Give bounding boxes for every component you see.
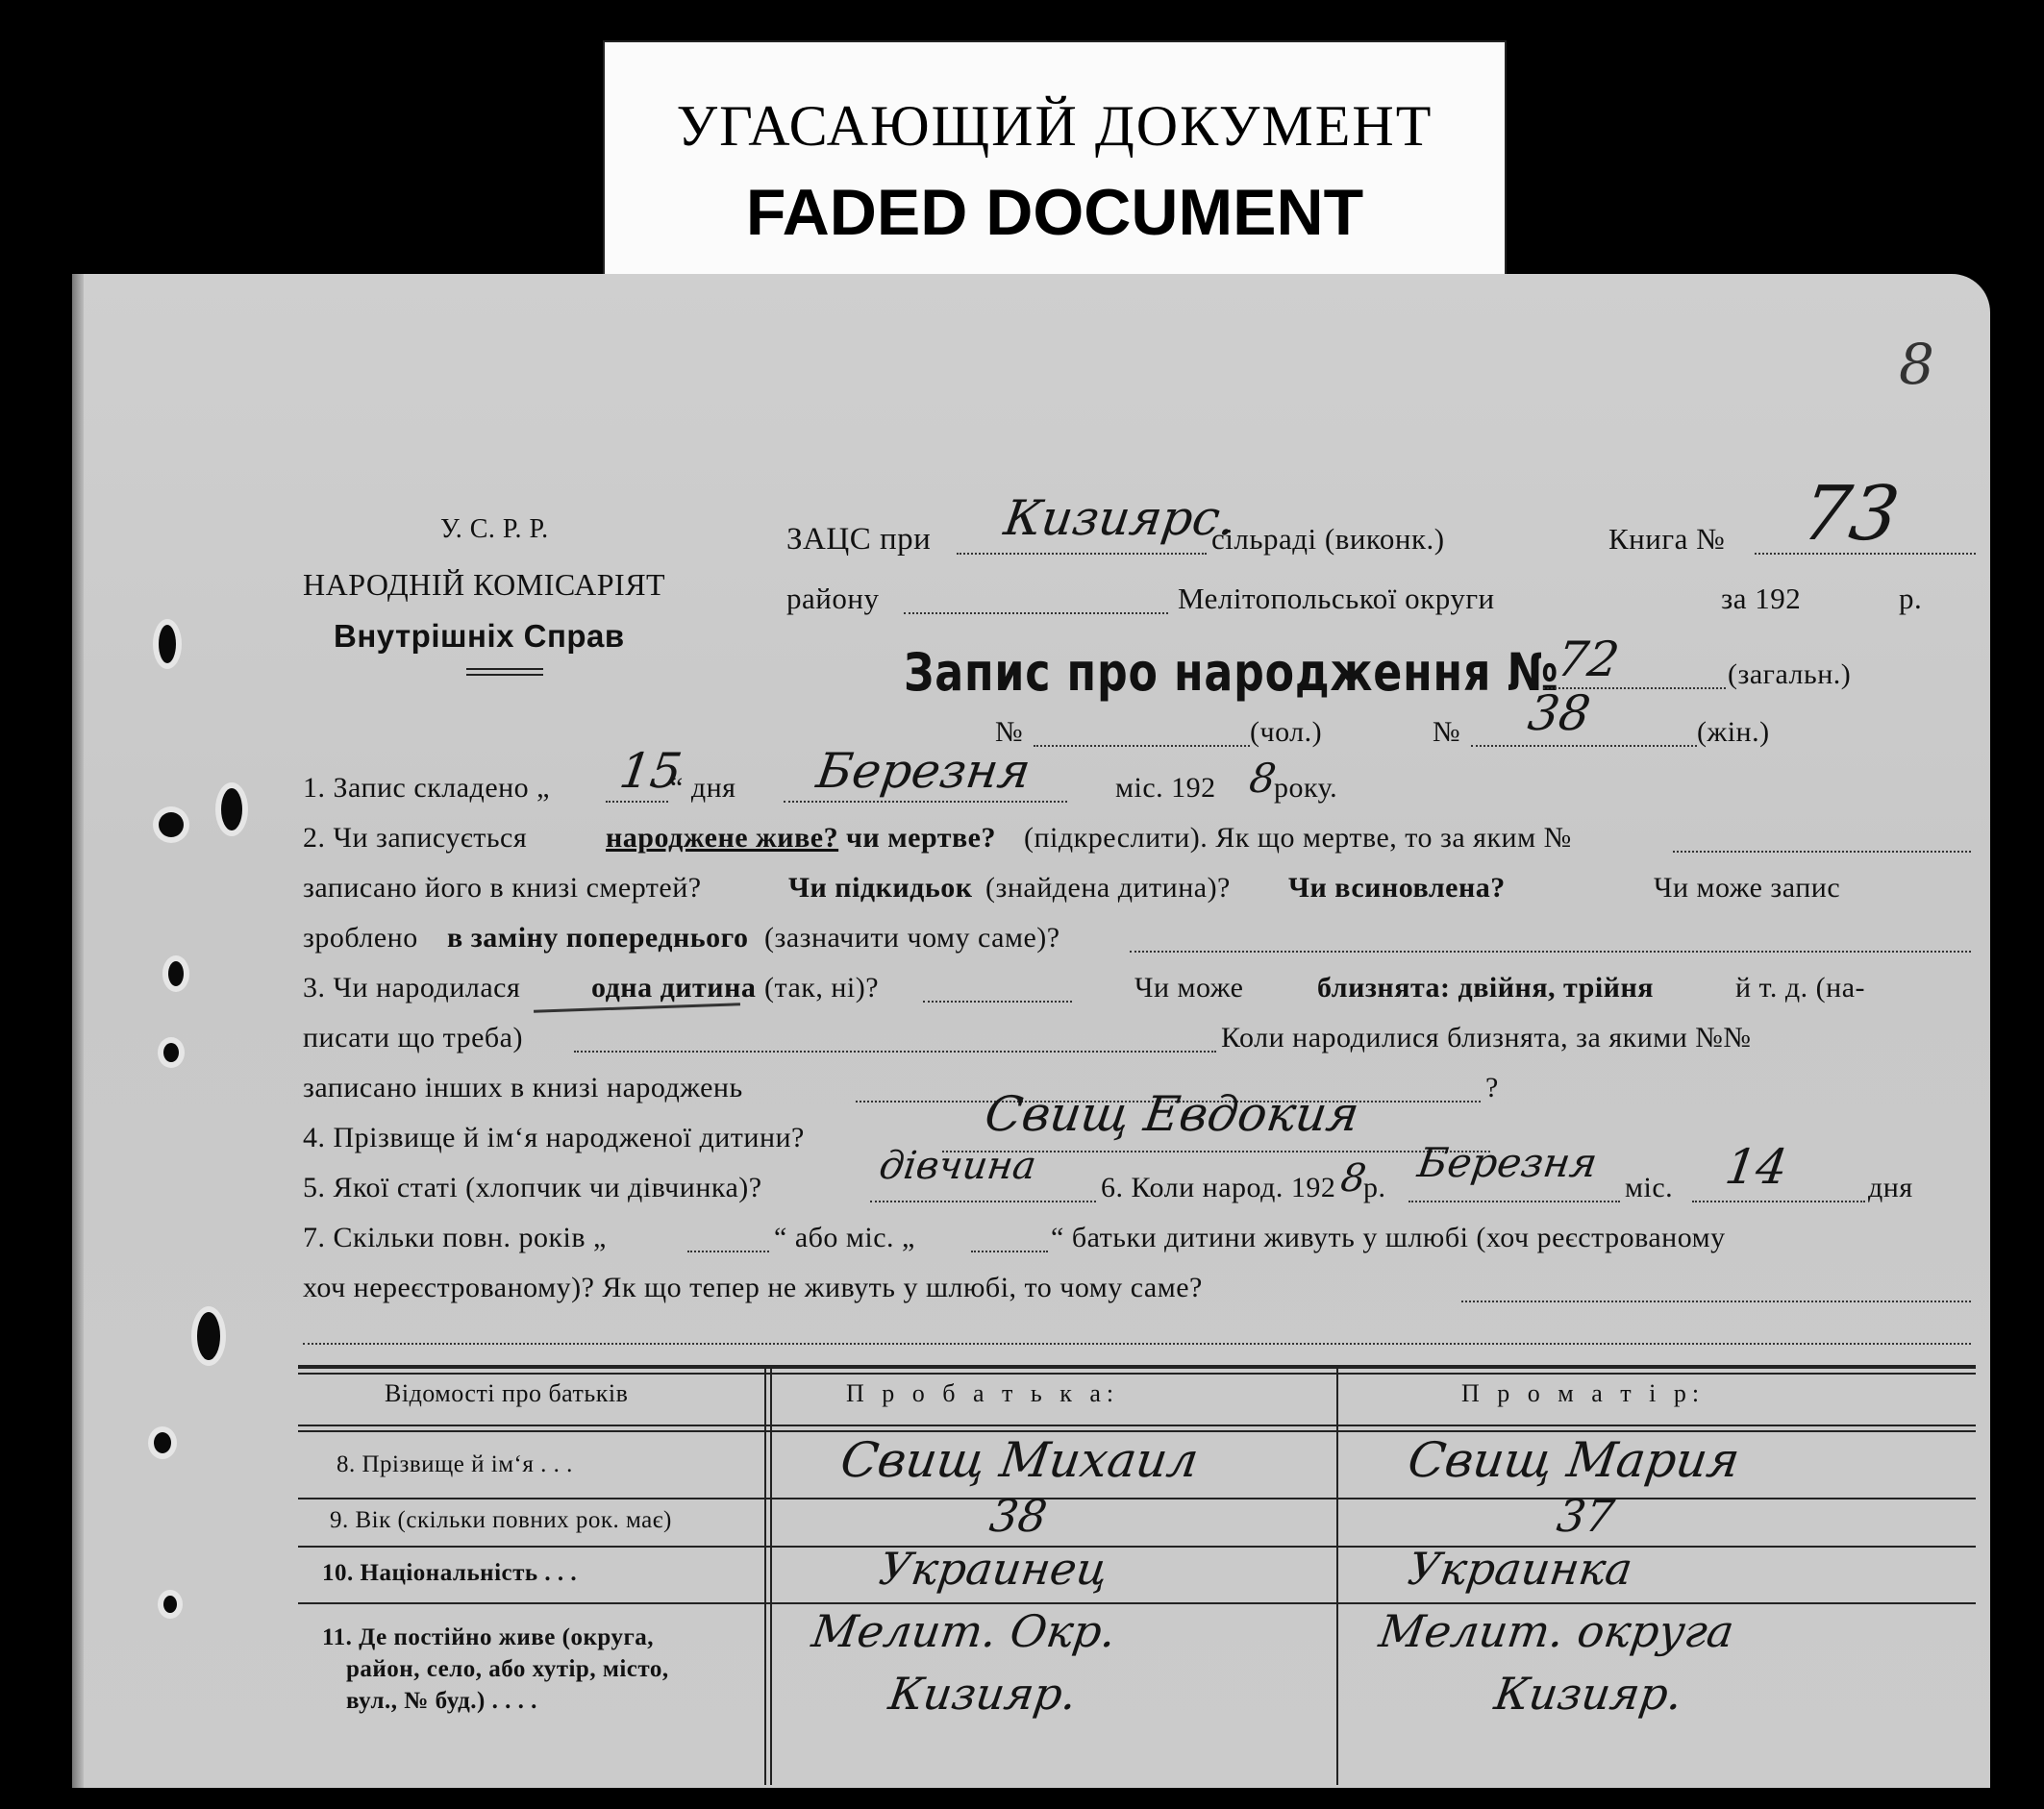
page-number-mark: 8: [1899, 332, 1935, 397]
q2-number-line: [1673, 851, 1971, 853]
table-row-border: [298, 1498, 1976, 1499]
female-number-handwritten: 38: [1524, 685, 1594, 741]
village-line: [957, 553, 1207, 555]
punch-hole: [163, 1043, 179, 1062]
female-number-line: [1471, 745, 1697, 747]
q2-reason-line: [1130, 951, 1971, 953]
punch-hole: [154, 1432, 171, 1453]
child-sex-handwritten: дівчина: [876, 1144, 1039, 1188]
q2-foundling-note: (знайдена дитина)?: [985, 872, 1231, 904]
q3-text-4: писати що треба): [303, 1022, 523, 1053]
father-name-handwritten: Свищ Михаил: [836, 1432, 1203, 1488]
q2-alive-option: народжене живе?: [606, 822, 839, 854]
father-residence-handwritten: Мелит. Окр.: [809, 1605, 1120, 1657]
birth-month-handwritten: Березня: [1414, 1139, 1601, 1186]
q1-day-line: [606, 801, 668, 803]
q5-line: [870, 1201, 1096, 1202]
q3-line-2: [574, 1051, 1216, 1053]
q6-r-label: р.: [1363, 1172, 1386, 1203]
male-number-line: [1034, 745, 1250, 747]
q3-text-2: Чи може: [1134, 972, 1244, 1004]
q2-text-5: (зазначити чому саме)?: [764, 922, 1060, 954]
q7-text-2: “ батьки дитини живуть у шлюбі (хоч реєстрованому: [1051, 1222, 1726, 1253]
table-header-info: Відомості про батьків: [385, 1379, 629, 1407]
table-header-border: [298, 1425, 1976, 1426]
punch-hole: [221, 788, 242, 830]
q3-twins: близнята: двійня, трійня: [1317, 972, 1654, 1004]
table-row-label: вул., № буд.) . . . .: [346, 1688, 537, 1714]
q1-day-handwritten: 15: [615, 743, 685, 799]
mother-residence-handwritten: Кизияр.: [1491, 1668, 1686, 1720]
q7-line-2: [303, 1343, 1971, 1345]
punch-hole: [197, 1312, 220, 1360]
q2-replacement: в заміну попереднього: [447, 922, 749, 954]
female-no-label: №: [1433, 716, 1461, 748]
table-row-label: район, село, або хутір, місто,: [346, 1656, 669, 1682]
table-col-border: [770, 1367, 772, 1785]
q6-day-line: [1692, 1201, 1865, 1202]
q2-text-3: Чи може запис: [1654, 872, 1841, 904]
punch-hole: [159, 625, 176, 663]
divider: [466, 674, 543, 676]
usrr-label: У. С. Р. Р.: [440, 514, 549, 544]
book-label: Книга №: [1608, 522, 1726, 556]
table-row-label: 8. Прізвище й ім‘я . . .: [337, 1451, 573, 1477]
q7-years-line: [687, 1251, 769, 1252]
q3-label: 3. Чи народилася: [303, 972, 521, 1004]
mother-age-handwritten: 37: [1554, 1490, 1618, 1542]
q2-adopted: Чи всиновлена?: [1288, 872, 1506, 904]
father-residence-handwritten: Кизияр.: [885, 1668, 1081, 1720]
q7-months-line: [971, 1251, 1048, 1252]
total-label: (загальн.): [1728, 658, 1852, 690]
q3-text-6: записано інших в книзі народжень: [303, 1072, 743, 1103]
commissariat-label: НАРОДНІЙ КОМІСАРІЯТ: [303, 567, 666, 602]
table-top-border: [298, 1373, 1976, 1375]
q1-month-label: міс. 192: [1115, 772, 1216, 804]
faded-document-label: [603, 40, 1507, 300]
year-label: за 192: [1721, 582, 1802, 615]
q4-label: 4. Прізвище й ім‘я народженої дитини?: [303, 1122, 805, 1153]
rayon-line: [904, 612, 1168, 614]
mother-name-handwritten: Свищ Мария: [1404, 1432, 1743, 1488]
table-col-border: [1336, 1367, 1338, 1785]
q2-dead-option: чи мертве?: [846, 822, 996, 854]
father-nationality-handwritten: Украинец: [876, 1543, 1111, 1595]
q7-line: [1461, 1301, 1971, 1302]
table-row-label: 10. Національність . . .: [322, 1560, 578, 1586]
rayon-label: району: [786, 582, 880, 615]
q1-year-label: року.: [1274, 772, 1338, 804]
q6-month-line: [1408, 1201, 1620, 1202]
child-name-handwritten: Свищ Евдокия: [981, 1086, 1363, 1142]
q2-foundling: Чи підкидьок: [788, 872, 973, 904]
table-header-mother: П р о м а т і р:: [1461, 1379, 1706, 1407]
q1-month-handwritten: Березня: [812, 743, 1034, 799]
punch-hole: [163, 1596, 177, 1613]
q3-single-child: одна дитина: [591, 972, 757, 1004]
q1-day-label: “ дня: [670, 772, 736, 804]
table-top-border: [298, 1365, 1976, 1369]
divider: [466, 668, 543, 670]
table-row-border: [298, 1602, 1976, 1604]
q5-label: 5. Якої статі (хлопчик чи дівчинка)?: [303, 1172, 762, 1203]
silrada-label: сільраді (виконк.): [1211, 522, 1445, 556]
q1-year-handwritten: 8: [1246, 755, 1280, 802]
q3-line: [923, 1001, 1072, 1003]
q2-text: (підкреслити). Як що мертве, то за яким №: [1024, 822, 1572, 854]
table-row-label: 11. Де постійно живе (округа,: [322, 1624, 655, 1650]
q6-year-handwritten: 8: [1337, 1156, 1369, 1201]
q7-label: 7. Скільки повн. років „: [303, 1222, 607, 1253]
father-age-handwritten: 38: [986, 1490, 1051, 1542]
q3-text-5: Коли народилися близнята, за якими №№: [1221, 1022, 1752, 1053]
book-number-handwritten: 73: [1796, 471, 1905, 558]
table-row-border: [298, 1546, 1976, 1548]
punch-hole: [168, 961, 184, 986]
q1-month-line: [784, 801, 1067, 803]
q1-label: 1. Запис складено „: [303, 772, 550, 804]
village-handwritten: Кизиярс.: [1000, 490, 1239, 546]
table-header-father: П р о б а т ь к а:: [846, 1379, 1120, 1407]
faded-document-label-en: FADED DOCUMENT: [745, 176, 1364, 249]
birth-day-handwritten: 14: [1721, 1139, 1791, 1195]
year-r-label: р.: [1899, 582, 1923, 615]
table-row-label: 9. Вік (скільки повних рок. має): [330, 1507, 672, 1533]
q6-day-label: дня: [1868, 1172, 1913, 1203]
q2-text-4: зроблено: [303, 922, 418, 954]
q3-text: (так, ні)?: [764, 972, 880, 1004]
q6-label: 6. Коли народ. 192: [1101, 1172, 1336, 1203]
female-label: (жін.): [1697, 716, 1770, 748]
male-label: (чол.): [1250, 716, 1323, 748]
zags-label: ЗАЦС при: [786, 522, 932, 557]
internal-affairs-label: Внутрішніх Справ: [334, 618, 625, 654]
q3-text-7: ?: [1485, 1072, 1499, 1103]
table-col-border: [764, 1367, 766, 1785]
record-title: Запис про народження №: [904, 642, 1559, 703]
q3-text-3: й т. д. (на-: [1735, 972, 1866, 1004]
q7-text-3: хоч нереєстрованому)? Як що тепер не живуть у шлюбі, то чому саме?: [303, 1272, 1203, 1303]
mother-nationality-handwritten: Украинка: [1405, 1543, 1636, 1595]
birth-record-form: [72, 274, 1990, 1788]
record-number-handwritten: 72: [1553, 632, 1623, 687]
okrug-label: Мелітопольської округи: [1178, 582, 1495, 615]
mother-residence-handwritten: Мелит. округа: [1376, 1605, 1737, 1657]
q7-text: “ або міс. „: [774, 1222, 915, 1253]
male-no-label: №: [995, 716, 1024, 748]
q2-label: 2. Чи записується: [303, 822, 528, 854]
faded-document-label-ru: УГАСАЮЩИЙ ДОКУМЕНТ: [676, 94, 1433, 158]
q2-text-2: записано його в книзі смертей?: [303, 872, 702, 904]
q6-mis-label: міс.: [1625, 1172, 1674, 1203]
punch-hole: [159, 812, 184, 837]
